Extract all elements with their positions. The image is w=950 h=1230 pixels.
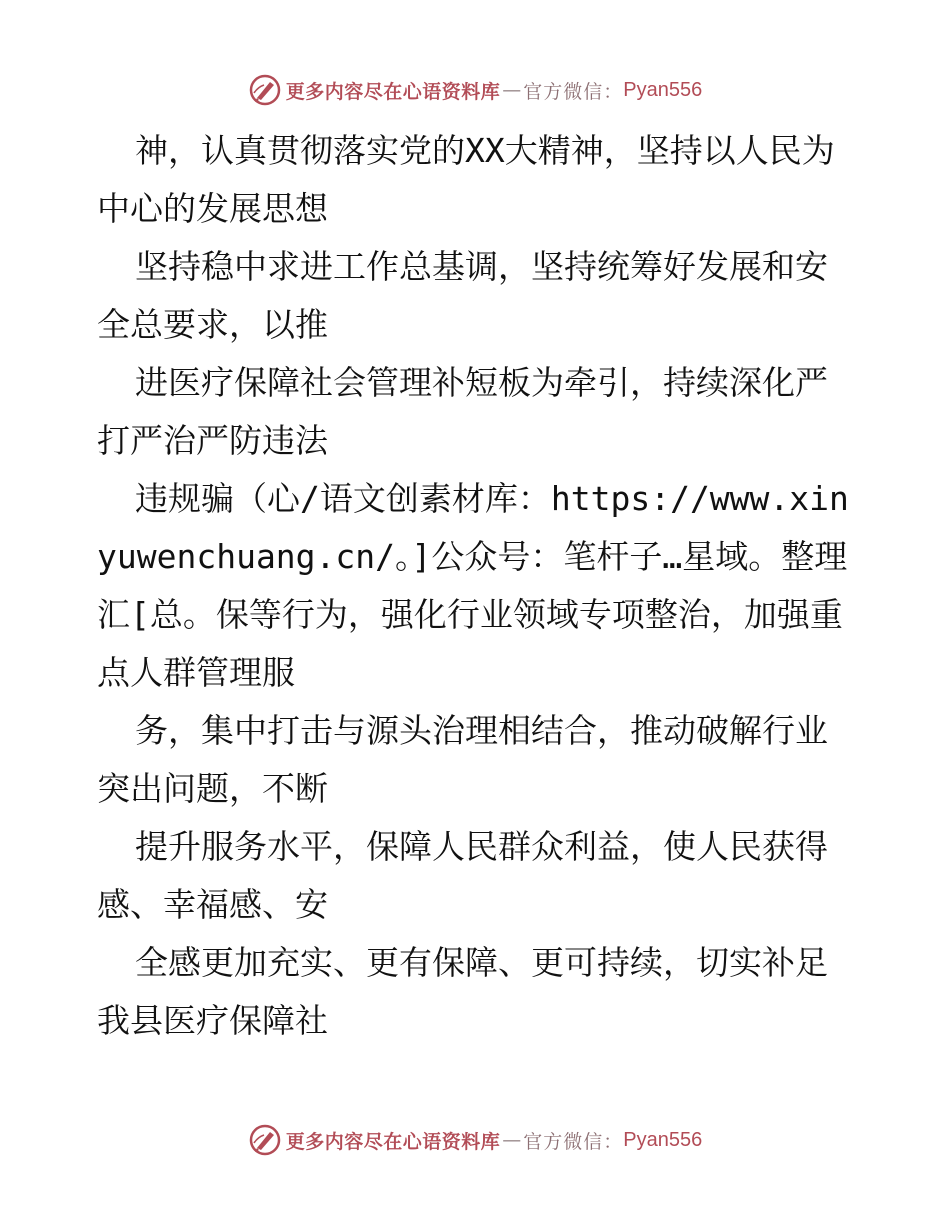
pen-seal-icon <box>248 1123 282 1157</box>
footer-official-label: 官方微信： <box>523 1130 624 1153</box>
header-brand-text: 更多内容尽在心语资料库 <box>285 80 501 103</box>
header-separator: — <box>502 79 522 101</box>
paragraph-6: 提升服务水平，保障人民群众利益，使人民获得感、幸福感、安 <box>97 827 828 924</box>
footer-separator: — <box>502 1129 522 1151</box>
footer-brand-text: 更多内容尽在心语资料库 <box>285 1130 501 1153</box>
footer-wechat-id: Pyan556 <box>623 1128 703 1151</box>
document-body <box>97 122 857 1050</box>
paragraph-2: 坚持稳中求进工作总基调，坚持统筹好发展和安全总要求，以推 <box>97 247 828 344</box>
header-wechat-id: Pyan556 <box>623 78 703 101</box>
paragraph-4: 违规骗（心/语文创素材库：https://www.xinyuwenchuang.cn/。]公众号：笔杆子…星域。整理汇[总。保等行为，强化行业领域专项整治，加强重点人群管理服 <box>97 479 849 692</box>
footer-banner <box>0 1120 950 1160</box>
paragraph-1: 神，认真贯彻落实党的XX大精神，坚持以人民为中心的发展思想 <box>97 131 835 228</box>
header-banner <box>0 70 950 110</box>
pen-seal-icon <box>248 73 282 107</box>
paragraph-5: 务，集中打击与源头治理相结合，推动破解行业突出问题，不断 <box>97 711 828 808</box>
paragraph-7: 全感更加充实、更有保障、更可持续，切实补足我县医疗保障社 <box>97 943 828 1040</box>
paragraph-3: 进医疗保障社会管理补短板为牵引，持续深化严打严治严防违法 <box>97 363 828 460</box>
header-official-label: 官方微信： <box>523 80 624 103</box>
